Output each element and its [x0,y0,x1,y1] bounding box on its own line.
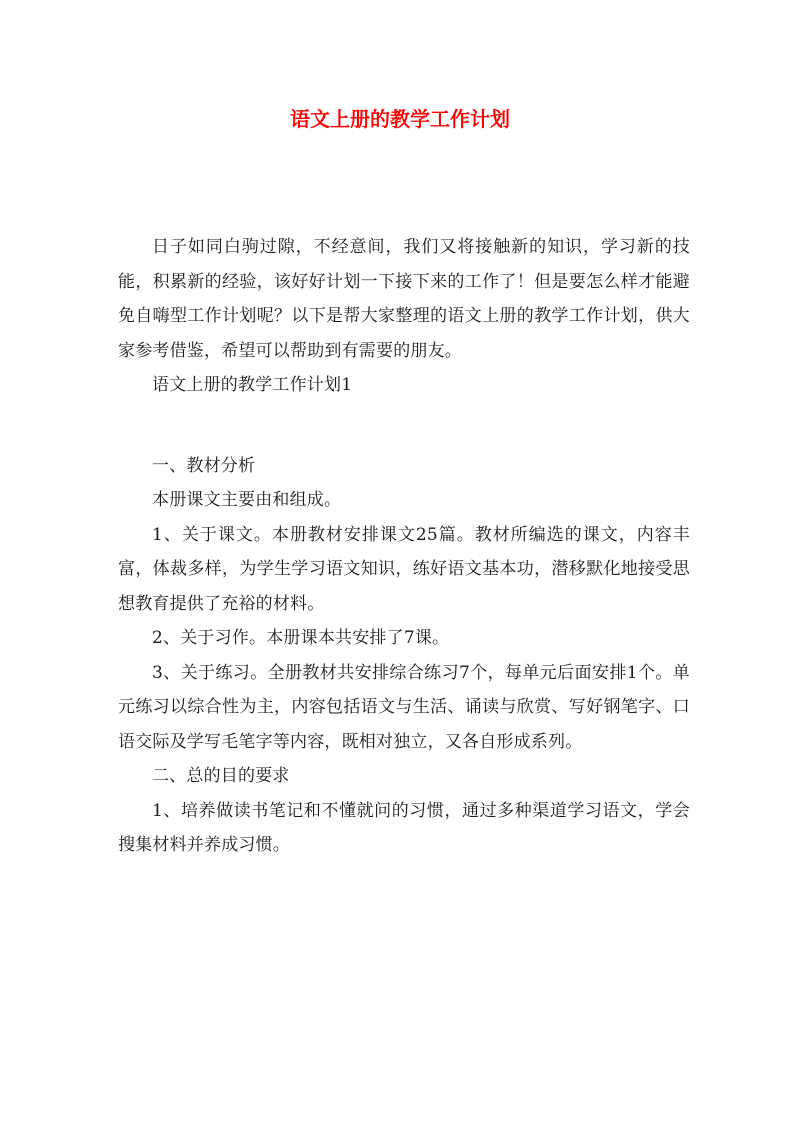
intro-paragraph: 日子如同白驹过隙，不经意间，我们又将接触新的知识，学习新的技能，积累新的经验，该好好计划一下接下来的工作了！但是要怎么样才能避免自嗨型工作计划呢？以下是帮大家整理的语文上册的教学工作计划，供大家参考借鉴，希望可以帮助到有需要的朋友。 [118,237,690,361]
paragraph-goal-1: 1、培养做读书笔记和不懂就问的习惯，通过多种渠道学习语文，学会搜集材料并养成习惯。 [118,800,690,855]
document-title: 语文上册的教学工作计划 [290,107,510,131]
plan-heading: 语文上册的教学工作计划1 [152,375,353,395]
section-heading-goals: 二、总的目的要求 [152,766,290,786]
document-body [118,230,690,863]
paragraph-about-writing: 2、关于习作。本册课本共安排了7课。 [152,628,450,648]
paragraph-composition: 本册课文主要由和组成。 [152,490,342,510]
section-heading-textbook-analysis: 一、教材分析 [152,455,256,476]
paragraph-about-exercises: 3、关于练习。全册教材共安排综合练习7个，每单元后面安排1个。单元练习以综合性为主，内容包括语文与生活、诵读与欣赏、写好钢笔字、口语交际及学写毛笔字等内容，既相对独立，又各自形成系列。 [118,662,690,752]
paragraph-about-texts: 1、关于课文。本册教材安排课文25篇。教材所编选的课文，内容丰富，体裁多样，为学生学习语文知识，练好语文基本功，潜移默化地接受思想教育提供了充裕的材料。 [118,524,690,614]
section-spacer [118,403,690,449]
